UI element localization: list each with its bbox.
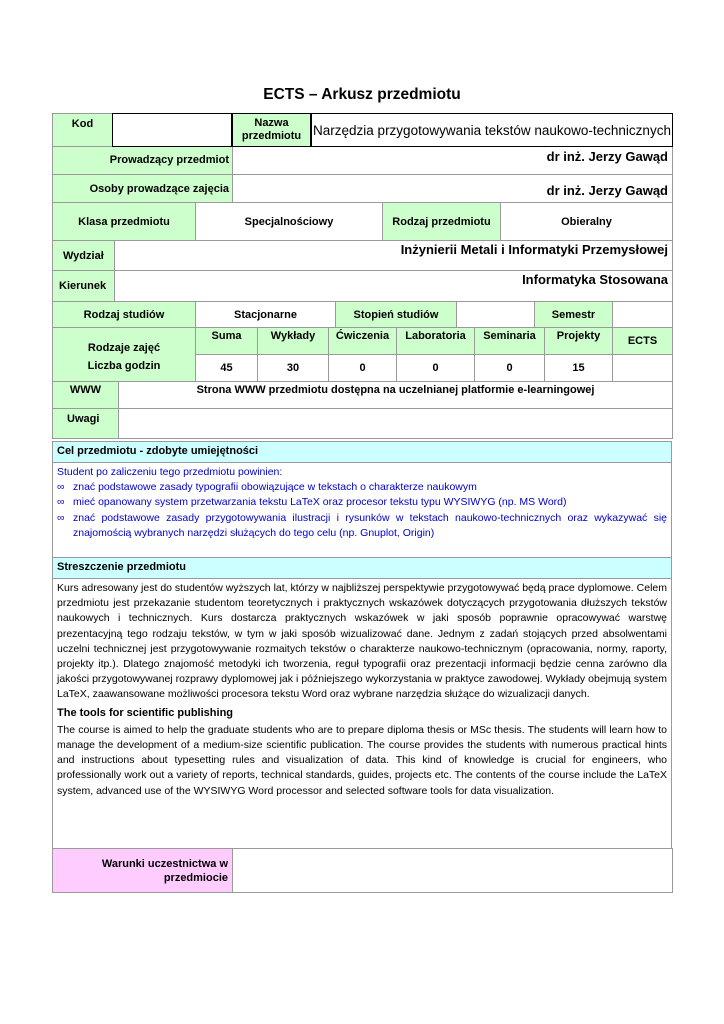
header-cwiczenia: Ćwiczenia <box>328 328 396 355</box>
page-title: ECTS – Arkusz przedmiotu <box>263 86 461 103</box>
header-suma: Suma <box>195 328 257 355</box>
uwagi-value <box>118 409 673 439</box>
kierunek-label: Kierunek <box>52 271 114 302</box>
cel-list <box>57 480 667 541</box>
stopien-studiow-label: Stopień studiów <box>335 302 456 328</box>
semestr-value <box>612 302 673 328</box>
stopien-studiow-value <box>456 302 534 328</box>
value-wyklady: 30 <box>257 355 328 382</box>
cel-item: ∞ znać podstawowe zasady typografii obowiązujące w tekstach o charakterze naukowym <box>57 480 667 495</box>
streszczenie-pl-text: Kurs adresowany jest do studentów wyższych lat, którzy w najbliższej perspektywie przygotowywać będą prace dyplomowe. Celem przedmiotu jest przekazanie studentom teoretycznych i praktycznych wskazówek dotyczących przygotowania dłuższych tekstów naukowych i technicznych. Kurs dostarcza praktycznych wskazówek w jaki sposób poprawnie opracowywać warstwę prezentacyjną tego rodzaju tekstów, w tym w jaki sposób wizualizować dane. Jednym z zadań stojących przed absolwentami uczelni technicznej jest przygotowywanie rozmaitych tekstów o charakterze naukowo-technicznym (opracowania, normy, raporty, projekty itp.). Dlatego znajomość metodyki ich tworzenia, reguł typografii oraz prezentacji informacji będzie cenna zarówno dla jakości przygotowywanej rozprawy dyplomowej jak i późniejszego wykorzystania w praktyce zawodowej. Wykłady obejmują system LaTeX, zaawansowane możliwości procesora tekstu Word oraz wybrane narzędzia służące do wizualizacji danych. <box>57 582 667 701</box>
rodzaje-zajec-label <box>52 328 195 382</box>
rodzaj-studiow-value: Stacjonarne <box>195 302 335 328</box>
header-laboratoria: Laboratoria <box>396 328 474 355</box>
header-projekty: Projekty <box>544 328 612 355</box>
streszczenie-en-title: The tools for scientific publishing <box>57 706 234 719</box>
wydzial-label: Wydział <box>52 241 114 271</box>
infinity-bullet-icon: ∞ <box>57 481 65 494</box>
value-laboratoria: 0 <box>396 355 474 382</box>
osoby-label: Osoby prowadzące zajęcia <box>52 175 232 203</box>
wydzial-value: Inżynierii Metali i Informatyki Przemysłowej <box>114 241 673 271</box>
rodzaj-studiow-label: Rodzaj studiów <box>52 302 195 328</box>
www-label: WWW <box>52 382 118 409</box>
value-suma: 45 <box>195 355 257 382</box>
semestr-label: Semestr <box>534 302 612 328</box>
streszczenie-content <box>52 578 672 848</box>
streszczenie-en-text: The course is aimed to help the graduate students who are to prepare diploma thesis or MSc thesis. The students will learn how to manage the development of a medium-size scientific publication. The course provides the students with numerous practical hints and instructions about typesetting rules and visualization of data. This kind of knowledge is crucial for engineers, who professionally work out a variety of reports, technical standards, guides, projects etc. The contents of the course include the LaTeX system, advanced use of the WYSIWYG Word processor and selected software tools for data visualization. <box>57 723 667 797</box>
header-seminaria: Seminaria <box>474 328 544 355</box>
warunki-value <box>232 848 673 893</box>
rodzaje-zajec-text: Rodzaje zajęć <box>87 342 161 354</box>
infinity-bullet-icon: ∞ <box>57 496 65 509</box>
header-wyklady: Wykłady <box>257 328 328 355</box>
rodzaj-przedmiotu-value: Obieralny <box>500 203 673 241</box>
nazwa-label: Nazwa przedmiotu <box>232 113 311 147</box>
kod-label: Kod <box>52 113 112 147</box>
cel-item: ∞ znać podstawowe zasady przygotowywania ilustracji i rysunków w tekstach naukowo-technicznych oraz wykazywać się znajomością wybranych narzędzi służących do tego celu (np. Gnuplot, Origin) <box>57 511 667 539</box>
cel-intro: Student po zaliczeniu tego przedmiotu powinien: <box>57 466 283 478</box>
nazwa-value: Narzędzia przygotowywania tekstów naukowo-technicznych <box>311 113 673 147</box>
cel-header: Cel przedmiotu - zdobyte umiejętności <box>52 441 672 462</box>
value-ects <box>612 355 673 382</box>
value-projekty: 15 <box>544 355 612 382</box>
warunki-label: Warunki uczestnictwa w przedmiocie <box>52 848 232 893</box>
klasa-value: Specjalnościowy <box>195 203 382 241</box>
osoby-value: dr inż. Jerzy Gawąd <box>232 175 673 203</box>
prowadzacy-value: dr inż. Jerzy Gawąd <box>232 147 673 175</box>
value-seminaria: 0 <box>474 355 544 382</box>
header-ects: ECTS <box>612 328 673 355</box>
value-cwiczenia: 0 <box>328 355 396 382</box>
cel-item: ∞ mieć opanowany system przetwarzania tekstu LaTeX oraz procesor tekstu typu WYSIWYG (np. MS Word) <box>57 495 667 510</box>
streszczenie-header: Streszczenie przedmiotu <box>52 557 672 578</box>
prowadzacy-label: Prowadzący przedmiot <box>52 147 232 175</box>
infinity-bullet-icon: ∞ <box>57 511 65 524</box>
liczba-godzin-text: Liczba godzin <box>87 360 161 372</box>
cel-content <box>52 462 672 557</box>
rodzaj-przedmiotu-label: Rodzaj przedmiotu <box>382 203 500 241</box>
uwagi-label: Uwagi <box>52 409 118 439</box>
www-value: Strona WWW przedmiotu dostępna na uczelnianej platformie e-learningowej <box>118 382 673 409</box>
kod-value <box>112 113 232 147</box>
klasa-label: Klasa przedmiotu <box>52 203 195 241</box>
kierunek-value: Informatyka Stosowana <box>114 271 673 302</box>
